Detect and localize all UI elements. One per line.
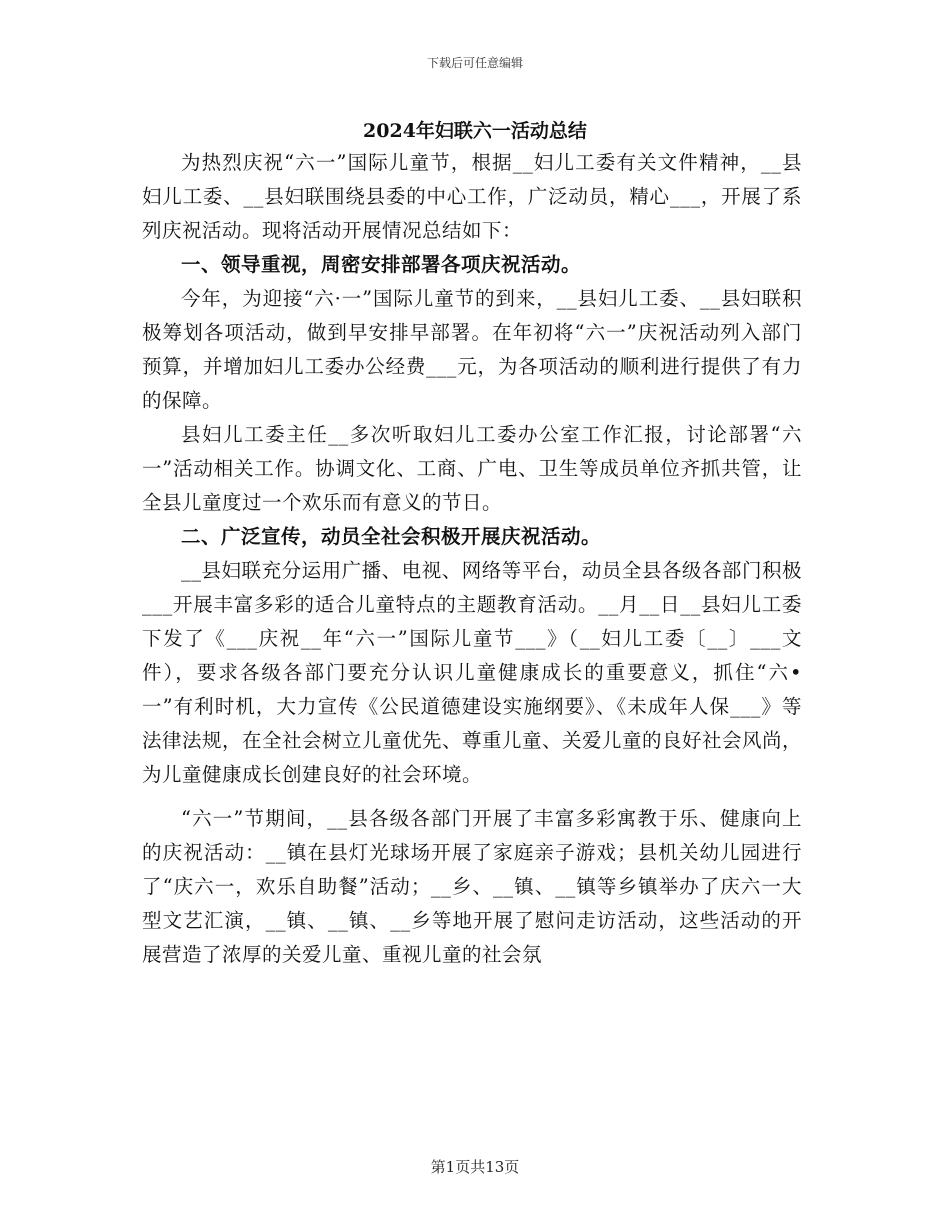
page-number: 第1页共13页 (430, 1158, 520, 1176)
section-heading-1: 一、领导重视，周密安排部署各项庆祝活动。 (181, 253, 582, 276)
section-heading-2: 二、广泛宣传，动员全社会积极开展庆祝活动。 (181, 525, 602, 548)
paragraph-intro: 为热烈庆祝“六一”国际儿童节，根据__妇儿工委有关文件精神，__县妇儿工委、__县妇联围绕县委的中心工作，广泛动员，精心___，开展了系列庆祝活动。现将活动开展情况总结如下： (142, 151, 802, 242)
header-note: 下载后可任意编辑 (426, 56, 523, 70)
document-title: 2024年妇联六一活动总结 (363, 120, 587, 142)
document-body (142, 146, 802, 972)
paragraph-activities: “六一”节期间，__县各级各部门开展了丰富多彩寓教于乐、健康向上的庆祝活动：__镇在县灯光球场开展了家庭亲子游戏；县机关幼儿园进行了“庆六一，欢乐自助餐”活动；__乡、__镇、__镇等乡镇举办了庆六一大型文艺汇演，__镇、__镇、__乡等地开展了慰问走访活动，这些活动的开展营造了浓厚的关爱儿童、重视儿童的社会氛 (142, 807, 802, 966)
paragraph-publicity: __县妇联充分运用广播、电视、网络等平台，动员全县各级各部门积极___开展丰富多彩的适合儿童特点的主题教育活动。__月__日__县妇儿工委下发了《___庆祝__年“六一”国际儿童节___》（__妇儿工委〔__〕___文件），要求各级各部门要充分认识儿童健康成长的重要意义，抓住“六•一”有利时机，大力宣传《公民道德建设实施纲要》、《未成年人保___》等法律法规，在全社会树立儿童优先、尊重儿童、关爱儿童的良好社会风尚，为儿童健康成长创建良好的社会环境。 (142, 559, 803, 786)
paragraph-coordination: 县妇儿工委主任__多次听取妇儿工委办公室工作汇报，讨论部署“六一”活动相关工作。协调文化、工商、广电、卫生等成员单位齐抓共管，让全县儿童度过一个欢乐而有意义的节日。 (142, 423, 802, 514)
paragraph-preparation: 今年，为迎接“六·一”国际儿童节的到来，__县妇儿工委、__县妇联积极筹划各项活动，做到早安排早部署。在年初将“六一”庆祝活动列入部门预算，并增加妇儿工委办公经费___元，为各项活动的顺利进行提供了有力的保障。 (142, 287, 802, 412)
